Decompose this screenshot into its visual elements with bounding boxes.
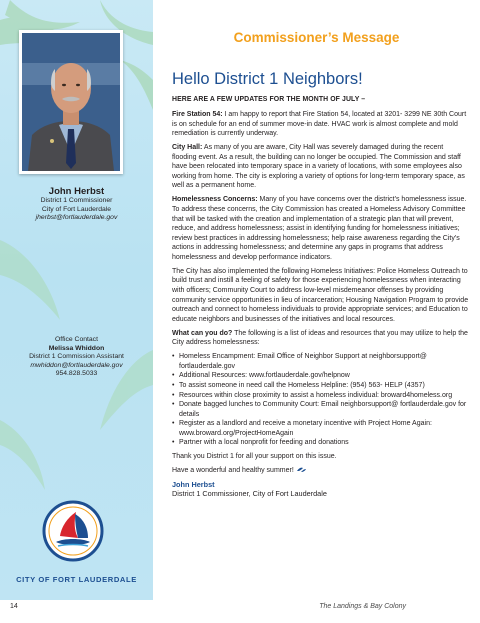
paragraph-text: I am happy to report that Fire Station 54, located at 3201- 3299 NE 30th Court is on schedule for an end of summer move-in date. HVAC work is almost complete and mold remediation is currently underway. [172,111,467,138]
list-item: • Resources within close proximity to assist a homeless individual: broward4homeless.org [172,391,469,401]
publication-name: The Landings & Bay Colony [319,603,406,610]
greeting-heading: Hello District 1 Neighbors! [172,70,363,88]
list-item: • Additional Resources: www.fortlauderdale.gov/helpnow [172,371,469,381]
list-item: • Register as a landlord and receive a monetary incentive with Project Home Again: www.broward.org/ProjectHomeAgain [172,419,469,438]
paragraph-lead: What can you do? [172,329,233,337]
paragraph-lead: Homelessness Concerns: [172,196,258,204]
page-number: 14 [10,603,18,610]
paragraph-what-can-you-do [172,329,469,348]
signature-name: John Herbst [172,479,215,489]
assistant-name: Melissa Whiddon [48,344,105,352]
resource-list [172,352,469,448]
office-contact-label: Office Contact [55,336,98,343]
list-item: • Donate bagged lunches to Community Court: Email neighborsupport@ fortlauderdale.gov for details [172,400,469,419]
city-label: CITY OF FORT LAUDERDALE [16,575,137,584]
commissioner-name: John Herbst [48,186,105,197]
paragraph-text: The City has also implemented the following Homeless Initiatives: Police Homeless Outreach to build trust and instill a feeling of safety for those experiencing homelessness when interacting with officers; Community Court to address low-level misdemeanor offenses by providing community service opportunities in lieu of incarceration; Housing Navigation Program to provide outreach and connect to homeless individuals to provide appropriate services; and Education to educate neighbors and businesses of the initiatives and local resources. [172,267,469,323]
bird-icon [297,467,306,473]
list-item: • Partner with a local nonprofit for feeding and donations [172,438,469,448]
commissioner-photo [22,33,120,171]
assistant-title: District 1 Commission Assistant [29,353,124,360]
paragraph-text: As many of you are aware, City Hall was severely damaged during the recent flooding event. As a result, the building can no longer be occupied. The Commission and staff have been relocated into temporary space in a variety of locations, with some employees also working from home. The city is exploring a variety of options for long-term temporary space, as well as a permanent home. [172,144,465,190]
commissioner-title: District 1 Commissioner [40,197,113,204]
paragraph-text: Many of you have concerns over the district’s homelessness issue. To address these concerns, the City Commission has created a Homeless Advisory Committee that will be tasked with the creation and implementation of a strategic plan that will prevent, reduce, and address homelessness; assist in identifying funding for homelessness initiatives; review best practices in addressing homelessness; help raise awareness regarding the City’s actions in addressing homelessness; and determine any gaps in programs that address homelessness and develop performance indicators. [172,196,467,261]
intro-line: HERE ARE A FEW UPDATES FOR THE MONTH OF JULY – [172,96,366,103]
assistant-phone[interactable]: 954.828.5033 [55,370,98,377]
paragraph-initiatives [172,267,469,325]
article-body [172,110,469,499]
portrait-illustration [22,33,120,171]
list-item: • Homeless Encampment: Email Office of Neighbor Support at neighborsupport@ fortlauderdale.gov [172,352,469,371]
commissioner-email[interactable]: jherbst@fortlauderdale.gov [35,214,118,221]
commissioner-photo-frame [19,30,123,174]
thanks-line: Thank you District 1 for all your support on this issue. [172,453,337,461]
paragraph-lead: City Hall: [172,144,203,152]
sidebar [0,0,153,600]
closing-text: Have a wonderful and healthy summer! [172,467,294,475]
city-seal-logo [42,500,104,562]
closing-line [172,466,469,476]
paragraph-fire-station [172,110,469,139]
office-contact [0,336,153,379]
page-title: Commissioner’s Message [233,30,400,45]
assistant-email[interactable]: mwhiddon@fortlauderdale.gov [30,361,123,369]
paragraph-lead: Fire Station 54: [172,111,223,118]
signature-title: District 1 Commissioner, City of Fort Lauderdale [172,489,327,499]
commissioner-city: City of Fort Lauderdale [41,205,112,213]
paragraph-homelessness [172,195,469,262]
commissioner-info [0,186,153,223]
list-item: • To assist someone in need call the Homeless Helpline: (954) 563- HELP (4357) [172,381,469,391]
paragraph-text: The following is a list of ideas and resources that you may utilize to help the City address homelessness: [172,329,468,347]
paragraph-city-hall [172,143,469,191]
